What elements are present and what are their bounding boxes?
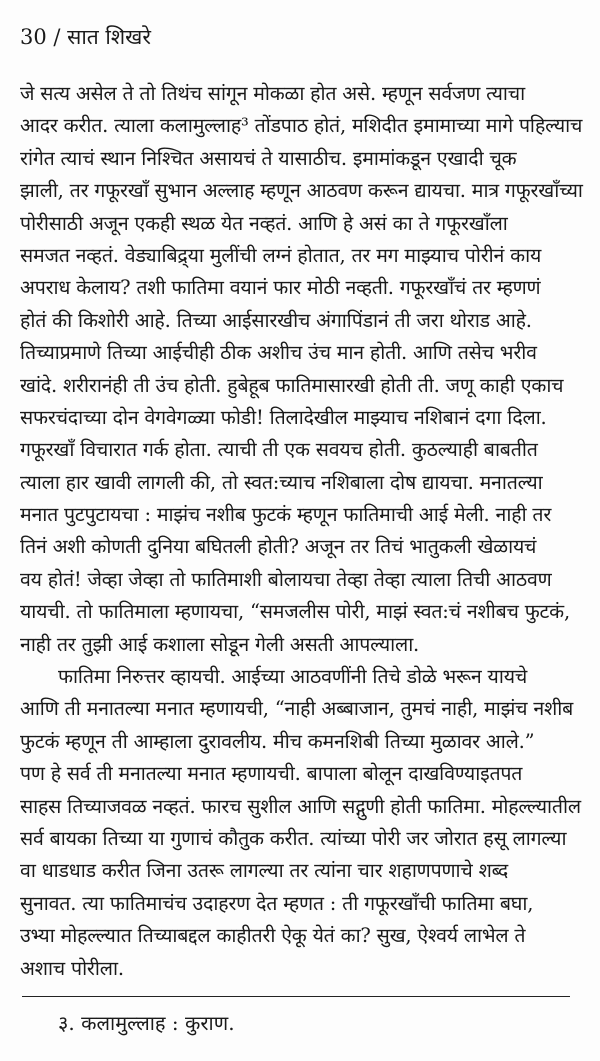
text-line: अपराध केलाय? तशी फातिमा वयानं फार मोठी नव्हती. गफूरखाँचं तर म्हणणं — [20, 276, 541, 300]
text-line: त्याला हार खावी लागली की, तो स्वत:च्याच नशिबाला दोष द्यायचा. मनातल्या — [20, 470, 543, 494]
text-line: आणि ती मनातल्या मनात म्हणायची, “नाही अब्बाजान, तुमचं नाही, माझंच नशीब — [20, 697, 574, 721]
text-line: नाही तर तुझी आई कशाला सोडून गेली असती आपल्याला. — [20, 632, 420, 656]
text-line: यायची. तो फातिमाला म्हणायचा, “समजलीस पोरी, माझं स्वत:चं नशीबच फुटकं, — [20, 600, 570, 624]
text-line: जे सत्य असेल ते तो तिथंच सांगून मोकळा होत असे. म्हणून सर्वजण त्याचा — [20, 82, 525, 105]
text-line: रांगेत त्याचं स्थान निश्चित असायचं ते यासाठीच. इमामांकडून एखादी चूक — [20, 146, 517, 170]
text-line: वय होतं! जेव्हा जेव्हा तो फातिमाशी बोलायचा तेव्हा तेव्हा त्याला तिची आठवण — [20, 567, 552, 591]
text-line: उभ्या मोहल्ल्यात तिच्याबद्दल काहीतरी ऐकू येतं का? सुख, ऐश्वर्य लाभेल ते — [20, 924, 526, 948]
text-line: सफरचंदाच्या दोन वेगवेगळ्या फोडी! तिलादेखील माझ्याच नशिबानं दगा दिला. — [20, 405, 547, 429]
text-line: फुटकं म्हणून ती आम्हाला दुरावलीय. मीच कमनशिबी तिच्या मुळावर आले.” — [20, 729, 535, 753]
text-line: गफूरखाँ विचारात गर्क होता. त्याची ती एक सवयच होती. कुठल्याही बाबतीत — [20, 438, 538, 462]
text-line: मनात पुटपुटायचा : माझंच नशीब फुटकं म्हणून फातिमाची आई मेली. नाही तर — [20, 503, 552, 527]
text-line: तिनं अशी कोणती दुनिया बघितली होती? अजून तर तिचं भातुकली खेळायचं — [20, 535, 537, 559]
text-line: आदर करीत. त्याला कलामुल्लाह³ तोंडपाठ होतं, मशिदीत इमामाच्या मागे पहिल्याच — [20, 114, 583, 138]
text-line: साहस तिच्याजवळ नव्हतं. फारच सुशील आणि सद्गुणी होती फातिमा. मोहल्ल्यातील — [20, 794, 581, 818]
running-head: 30 / सात शिखरे — [20, 25, 151, 49]
text-line: होतं की किशोरी आहे. तिच्या आईसारखीच अंगापिंडानं ती जरा थोराड आहे. — [20, 308, 532, 332]
text-line: खांदे. शरीरानंही ती उंच होती. हुबेहूब फातिमासारखी होती ती. जणू काही एकाच — [20, 373, 564, 397]
footnote-divider — [22, 996, 570, 997]
text-line: पोरीसाठी अजून एकही स्थळ येत नव्हतं. आणि हे असं का ते गफूरखाँला — [20, 211, 508, 235]
text-line: वा धाडधाड करीत जिना उतरू लागल्या तर त्यांना चार शहाणपणाचे शब्द — [20, 859, 509, 883]
body-text — [20, 78, 590, 985]
paragraph-start-line: फातिमा निरुत्तर व्हायची. आईच्या आठवणींनी तिचे डोळे भरून यायचे — [58, 665, 528, 689]
text-line: अशाच पोरीला. — [20, 956, 124, 980]
text-line: पण हे सर्व ती मनातल्या मनात म्हणायची. बापाला बोलून दाखविण्याइतपत — [20, 762, 523, 786]
text-line: सर्व बायका तिच्या या गुणाचं कौतुक करीत. त्यांच्या पोरी जर जोरात हसू लागल्या — [20, 826, 567, 850]
footnote: ३. कलामुल्लाह : कुराण. — [58, 1011, 235, 1035]
text-line: समजत नव्हतं. वेड्याबिद्र्या मुलींची लग्नं होतात, तर मग माझ्याच पोरीनं काय — [20, 243, 542, 267]
text-line: तिच्याप्रमाणे तिच्या आईचीही ठीक अशीच उंच मान होती. आणि तसेच भरीव — [20, 341, 537, 365]
text-line: झाली, तर गफूरखाँ सुभान अल्लाह म्हणून आठवण करून द्यायचा. मात्र गफूरखाँच्या — [20, 179, 583, 203]
text-line: सुनावत. त्या फातिमाचंच उदाहरण देत म्हणत : ती गफूरखाँची फातिमा बघा, — [20, 891, 534, 915]
